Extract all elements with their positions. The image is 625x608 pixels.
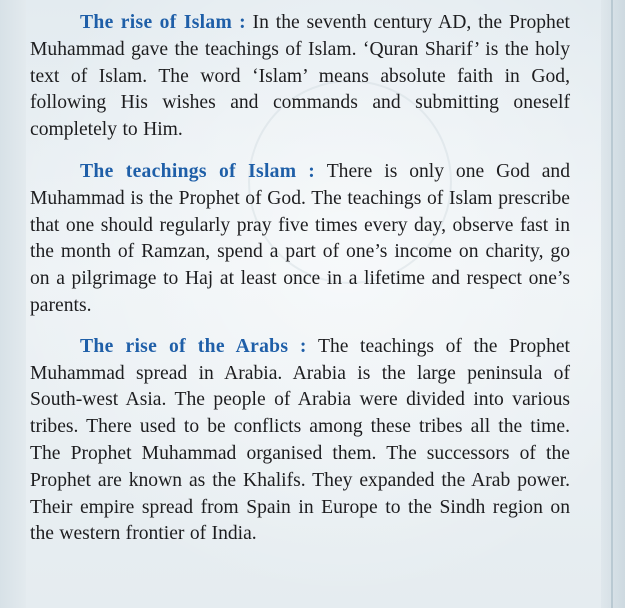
- left-margin-strip: [0, 0, 26, 608]
- paragraph-rise-of-islam: [30, 10, 570, 144]
- text-content: [30, 10, 570, 564]
- heading-separator: :: [232, 12, 253, 33]
- heading-separator: :: [288, 335, 318, 357]
- heading-separator: :: [296, 160, 327, 182]
- paragraph-heading: The teachings of Islam: [80, 160, 297, 182]
- paragraph-teachings-of-islam: [30, 159, 570, 320]
- paragraph-body: The teachings of the Prophet Muhammad spread in Arabia. Arabia is the large peninsula of South-west Asia. The people of Arabia were divided into various tribes. There used to be conflicts among these tribes all the time. The Prophet Muhammad organised them. The successors of the Prophet are known as the Khalifs. They expanded the Arab power. Their empire spread from Spain in Europe to the Sindh region on the western frontier of India.: [30, 335, 571, 545]
- right-margin-strip: [601, 0, 625, 608]
- paragraph-body: In the seventh century AD, the Prophet Muhammad gave the teachings of Islam. ‘Quran Sharif’ is the holy text of Islam. The word ‘Islam’ means absolute faith in God, following His wishes and commands and submitting oneself completely to Him.: [30, 12, 570, 141]
- paragraph-rise-of-the-arabs: [30, 334, 570, 548]
- right-margin-rule: [611, 0, 613, 608]
- paragraph-heading: The rise of the Arabs: [80, 335, 289, 357]
- paragraph-body: There is only one God and Muhammad is the Prophet of God. The teachings of Islam prescribe that one should regularly pray five times every day, observe fast in the month of Ramzan, spend a part of one’s income on charity, go on a pilgrimage to Haj at least once in a lifetime and respect one’s parents.: [30, 160, 570, 316]
- paragraph-heading: The rise of Islam: [80, 12, 233, 33]
